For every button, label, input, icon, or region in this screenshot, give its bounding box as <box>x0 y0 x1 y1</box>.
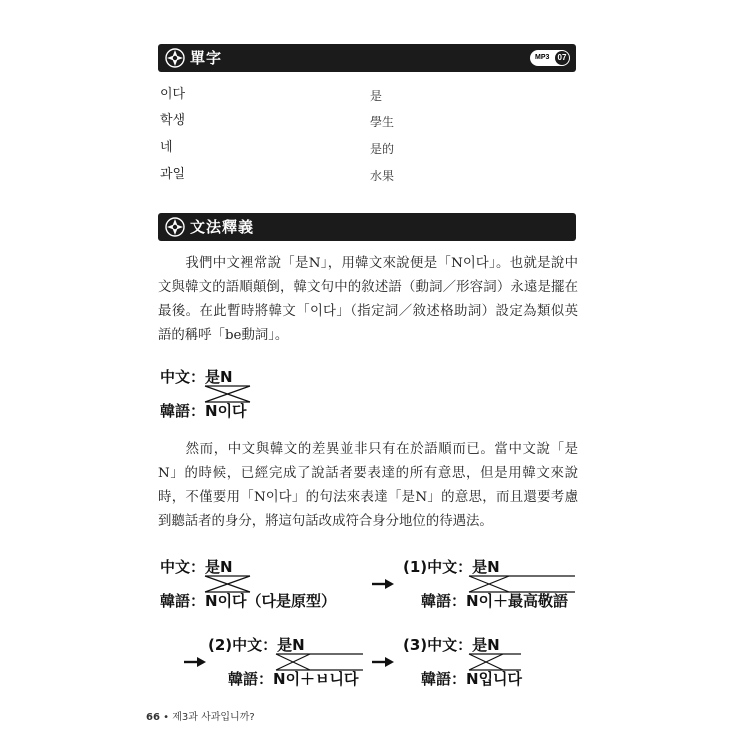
diagram-label: 韓語： <box>160 592 206 610</box>
diagram-value: N이다 <box>205 402 247 420</box>
diagram-korean-line <box>160 592 336 610</box>
grammar-section-header <box>158 213 576 241</box>
diagram-value: N입니다 <box>466 670 523 688</box>
diagram-label: 中文： <box>160 368 206 386</box>
diagram-label: (3)中文： <box>403 636 473 654</box>
arrow-right-icon <box>372 656 394 668</box>
grammar-paragraph <box>158 252 578 348</box>
diagram-chinese-line <box>208 636 305 654</box>
arrow-right-icon <box>372 578 394 590</box>
diagram-korean-line <box>421 670 522 688</box>
grammar-section-title: 文法釋義 <box>190 218 255 236</box>
vocab-korean: 학생 <box>160 113 186 128</box>
footer-separator: • <box>163 712 170 723</box>
diagram-value: N이＋ㅂ니다 <box>273 670 359 688</box>
vocab-korean: 이다 <box>160 87 186 102</box>
diagram-label: (1)中文： <box>403 558 473 576</box>
vocab-korean: 네 <box>160 140 173 155</box>
page-footer <box>146 708 255 723</box>
diagram-value: N이다（다是原型） <box>205 592 337 610</box>
diagram-value: N이＋最高敬語 <box>466 592 569 610</box>
diagram-label: 韓語： <box>228 670 274 688</box>
diagram-value: 是N <box>277 636 305 654</box>
vocab-chinese: 水果 <box>370 169 395 183</box>
diagram-chinese-line <box>160 558 233 576</box>
diamond-compass-icon <box>165 48 185 68</box>
vocab-section-header <box>158 44 576 72</box>
diagram-label: 韓語： <box>421 592 467 610</box>
diagram-korean-line <box>228 670 359 688</box>
vocab-korean: 과일 <box>160 167 186 182</box>
diagram-value: 是N <box>205 558 233 576</box>
paragraph-text: 然而，中文與韓文的差異並非只有在於語順而已。當中文說「是N」的時候，已經完成了說話者要表達的所有意思，但是用韓文來說時，不僅要用「N이다」的句法來表達「是N」的意思，而且還要考慮到聽話者的身分，將這句話改成符合身分地位的待遇法。 <box>158 442 578 529</box>
grammar-paragraph <box>158 438 578 534</box>
diagram-value: 是N <box>205 368 233 386</box>
arrow-right-icon <box>184 656 206 668</box>
vocab-chinese: 學生 <box>370 115 395 129</box>
diagram-korean-line <box>160 402 247 420</box>
diagram-label: 韓語： <box>160 402 206 420</box>
diagram-label: 中文： <box>160 558 206 576</box>
mp3-label: MP3 <box>535 54 550 61</box>
mp3-track-number: 07 <box>555 51 569 65</box>
diamond-compass-icon <box>165 217 185 237</box>
diagram-value: 是N <box>472 558 500 576</box>
chapter-title: 제3과 사과입니까? <box>172 712 255 723</box>
diagram-label: 韓語： <box>421 670 467 688</box>
diagram-label: (2)中文： <box>208 636 278 654</box>
diagram-chinese-line <box>403 636 500 654</box>
paragraph-text: 我們中文裡常說「是N」，用韓文來說便是「N이다」。也就是說中文與韓文的語順顛倒，韓文句中的敘述語（動詞／形容詞）永遠是擺在最後。在此暫時將韓文「이다」（指定詞／敘述格助詞）設定為類似英語的稱呼「be動詞」。 <box>158 256 578 343</box>
vocab-section-title: 單字 <box>190 49 223 67</box>
diagram-korean-line <box>421 592 568 610</box>
vocab-chinese: 是的 <box>370 142 395 156</box>
diagram-chinese-line <box>160 368 233 386</box>
diagram-value: 是N <box>472 636 500 654</box>
vocab-chinese: 是 <box>370 89 383 103</box>
diagram-chinese-line <box>403 558 500 576</box>
mp3-track-badge[interactable] <box>530 50 570 66</box>
page-number: 66 <box>146 712 160 723</box>
